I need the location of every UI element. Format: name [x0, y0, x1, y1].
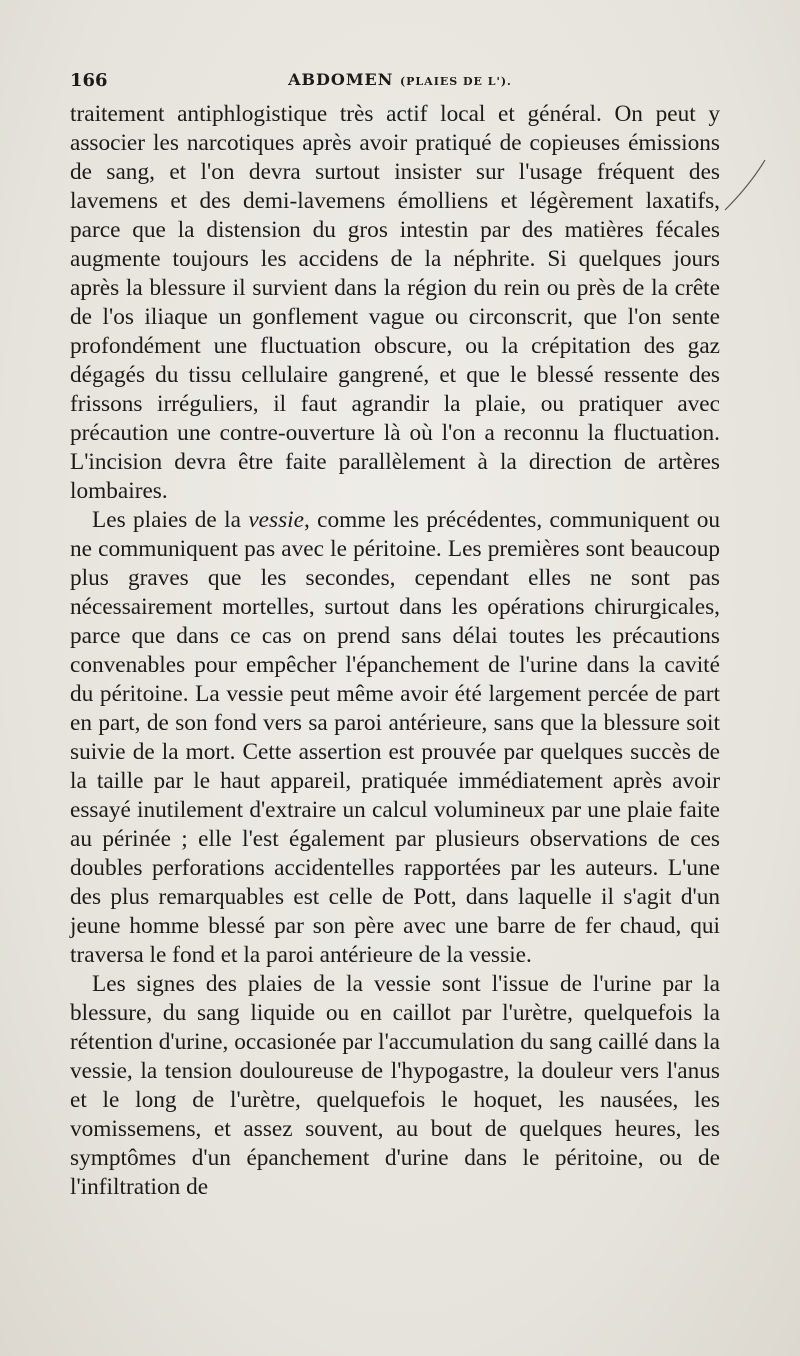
- margin-pencil-mark: [720, 155, 770, 215]
- running-title-main: ABDOMEN: [288, 70, 394, 89]
- paragraph-3: Les signes des plaies de la vessie sont l'issue de l'urine par la blessure, du sang liquide ou en caillot par l'urètre, quelquefois la rétention d'urine, occasionée par l'accumulation du sang caillé dans la vessie, la tension douloureuse de l'hypogastre, la douleur vers l'anus et le long de l'urètre, quelquefois le hoquet, les nausées, les vomissemens, et assez souvent, au bout de quelques heures, les symptômes d'un épanchement d'urine dans le péritoine, ou de l'infiltration de: [70, 971, 720, 1200]
- paragraph-1: traitement antiphlogistique très actif local et général. On peut y associer les narcotiques après avoir pratiqué de copieuses émissions de sang, et l'on devra surtout insister sur l'usage fréquent des lavemens et des demi-lavemens émolliens et légèrement laxatifs, parce que la distension du gros intestin par des matières fécales augmente toujours les accidens de la néphrite. Si quelques jours après la blessure il survient dans la région du rein ou près de la crête de l'os iliaque un gonflement vague ou circonscrit, que l'on sente profondément une fluctuation obscure, ou la crépitation des gaz dégagés du tissu cellulaire gangrené, et que le blessé ressente des frissons irréguliers, il faut agrandir la plaie, ou pratiquer avec précaution une contre-ouverture là où l'on a reconnu la fluctuation. L'incision devra être faite parallèlement à la direction de artères lombaires.: [70, 101, 720, 504]
- paragraph-2-rest: , comme les précédentes, communiquent ou ne communiquent pas avec le péritoine. Les premières sont beaucoup plus graves que les secondes, cependant elles ne sont pas nécessairement mortelles, surtout dans les opérations chirurgicales, parce que dans ce cas on prend sans délai toutes les précautions convenables pour empêcher l'épanchement de l'urine dans la cavité du péritoine. La vessie peut même avoir été largement percée de part en part, de son fond vers sa paroi antérieure, sans que la blessure soit suivie de la mort. Cette assertion est prouvée par quelques succès de la taille par le haut appareil, pratiquée immédiatement après avoir essayé inutilement d'extraire un calcul volumineux par une plaie faite au périnée ; elle l'est également par plusieurs observations de ces doubles perforations accidentelles rapportées par les auteurs. L'une des plus remarquables est celle de Pott, dans laquelle il s'agit d'un jeune homme blessé par son père avec une barre de fer chaud, qui traversa le fond et la paroi antérieure de la vessie.: [70, 507, 720, 968]
- running-title-paren: (PLAIES DE L').: [399, 75, 512, 88]
- running-title: [70, 70, 730, 89]
- italic-term-vessie: vessie: [248, 507, 304, 533]
- paragraph-2: [70, 506, 720, 970]
- body-text: [70, 100, 720, 1202]
- running-head: [70, 70, 730, 96]
- page-number: 166: [70, 70, 108, 91]
- paragraph-2-start: Les plaies de la: [92, 507, 249, 533]
